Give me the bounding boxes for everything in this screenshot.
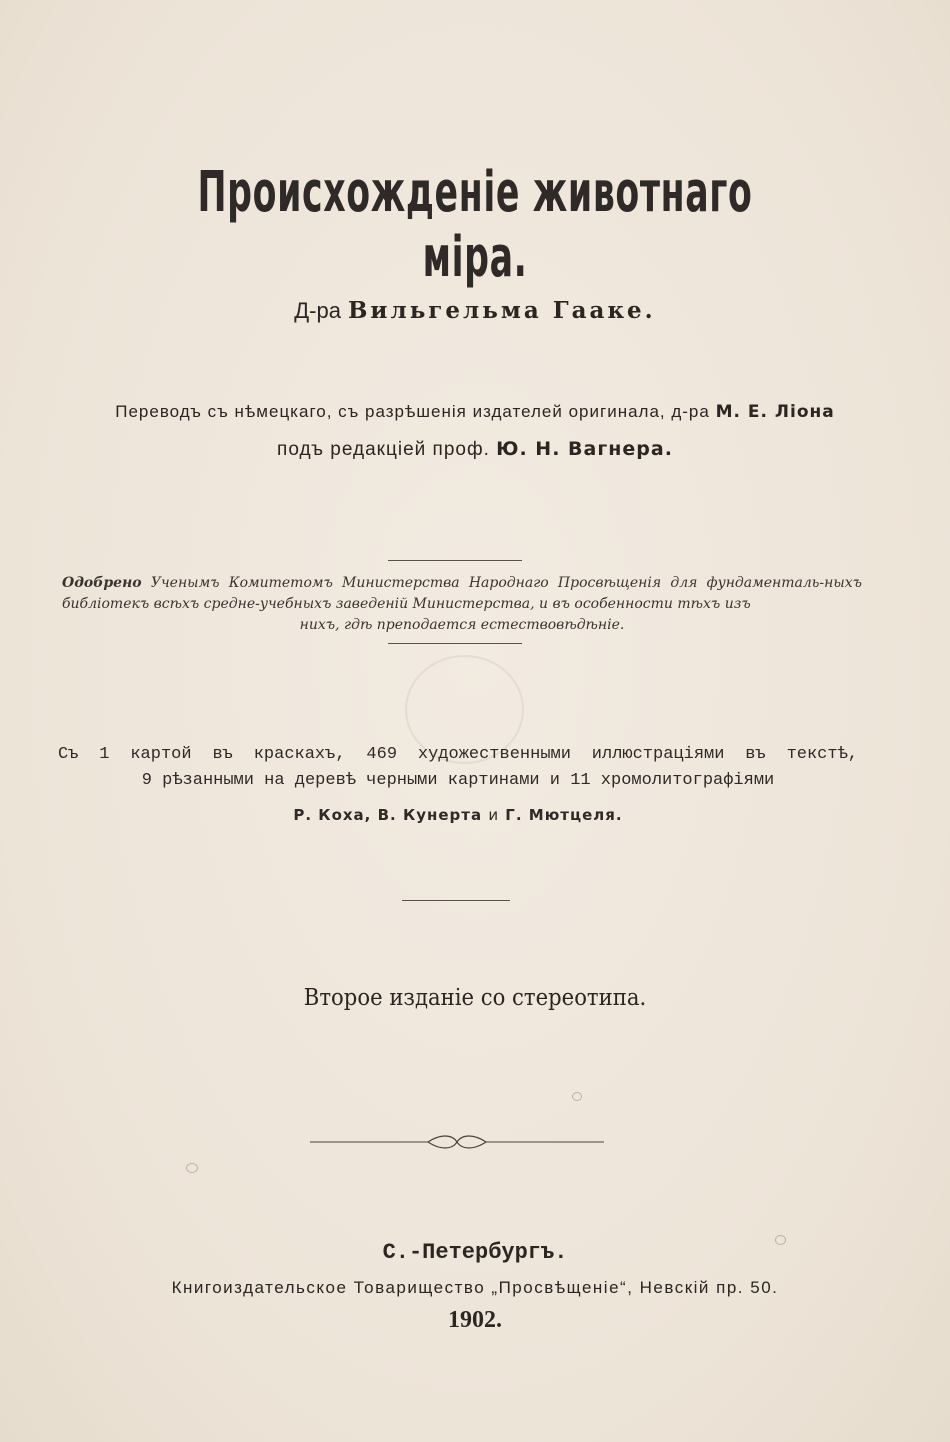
illustrations-note: [58, 742, 858, 828]
approval-text: Ученымъ Комитетомъ Министерства Народнаго Просвѣщенія для фундаменталь-ныхъ библіотекъ всѣхъ средне-учебныхъ заведеній Министерства, и въ особенности тѣхъ изъ: [62, 575, 862, 612]
paper-spot: [186, 1163, 198, 1173]
rule-lower: [388, 643, 522, 644]
approval-note: [62, 573, 862, 636]
translation-text-2: подъ редакціей проф.: [277, 439, 490, 460]
ornament-divider: [310, 1132, 605, 1152]
imprint-year: 1902.: [448, 1307, 502, 1333]
translation-line-2: [0, 438, 950, 461]
illustrations-line-1: Съ 1 картой въ краскахъ, 469 художественными иллюстраціями въ текстѣ,: [58, 745, 858, 764]
illustrators: [58, 802, 858, 828]
illustrators-and: и: [488, 806, 500, 824]
author-name: Вильгельма Гааке.: [347, 297, 656, 324]
imprint-publisher: Книгоиздательское Товарищество „Просвѣщеніе“, Невскій пр. 50.: [171, 1278, 779, 1297]
paper-spot: [572, 1092, 582, 1101]
illustrations-line-2: 9 рѣзанными на деревѣ черными картинами и 11 хромолитографіями: [141, 771, 775, 790]
translator-name: М. Е. Ліона: [715, 402, 835, 422]
book-title: Происхожденіе животнаго міра.: [197, 160, 753, 290]
imprint-city: С.-Петербургъ.: [382, 1240, 568, 1265]
author-prefix: Д-ра: [294, 298, 341, 323]
illustrators-b: Г. Мютцеля.: [505, 806, 623, 824]
rule-middle: [402, 900, 510, 901]
translation-line-1: [0, 402, 950, 422]
translation-text-1: Переводъ съ нѣмецкаго, съ разрѣшенія издателей оригинала, д-ра: [115, 402, 710, 421]
rule-upper: [388, 560, 522, 561]
paper-spot: [775, 1235, 786, 1245]
approval-lead: Одобрено: [62, 575, 142, 591]
editor-name: Ю. Н. Вагнера.: [496, 438, 673, 460]
illustrators-a: Р. Коха, В. Кунерта: [293, 806, 483, 824]
author-line: [0, 297, 950, 324]
approval-line-3: нихъ, гдѣ преподается естествовѣдѣніе.: [299, 617, 625, 633]
edition-line: Второе изданіе со стереотипа.: [303, 985, 647, 1011]
